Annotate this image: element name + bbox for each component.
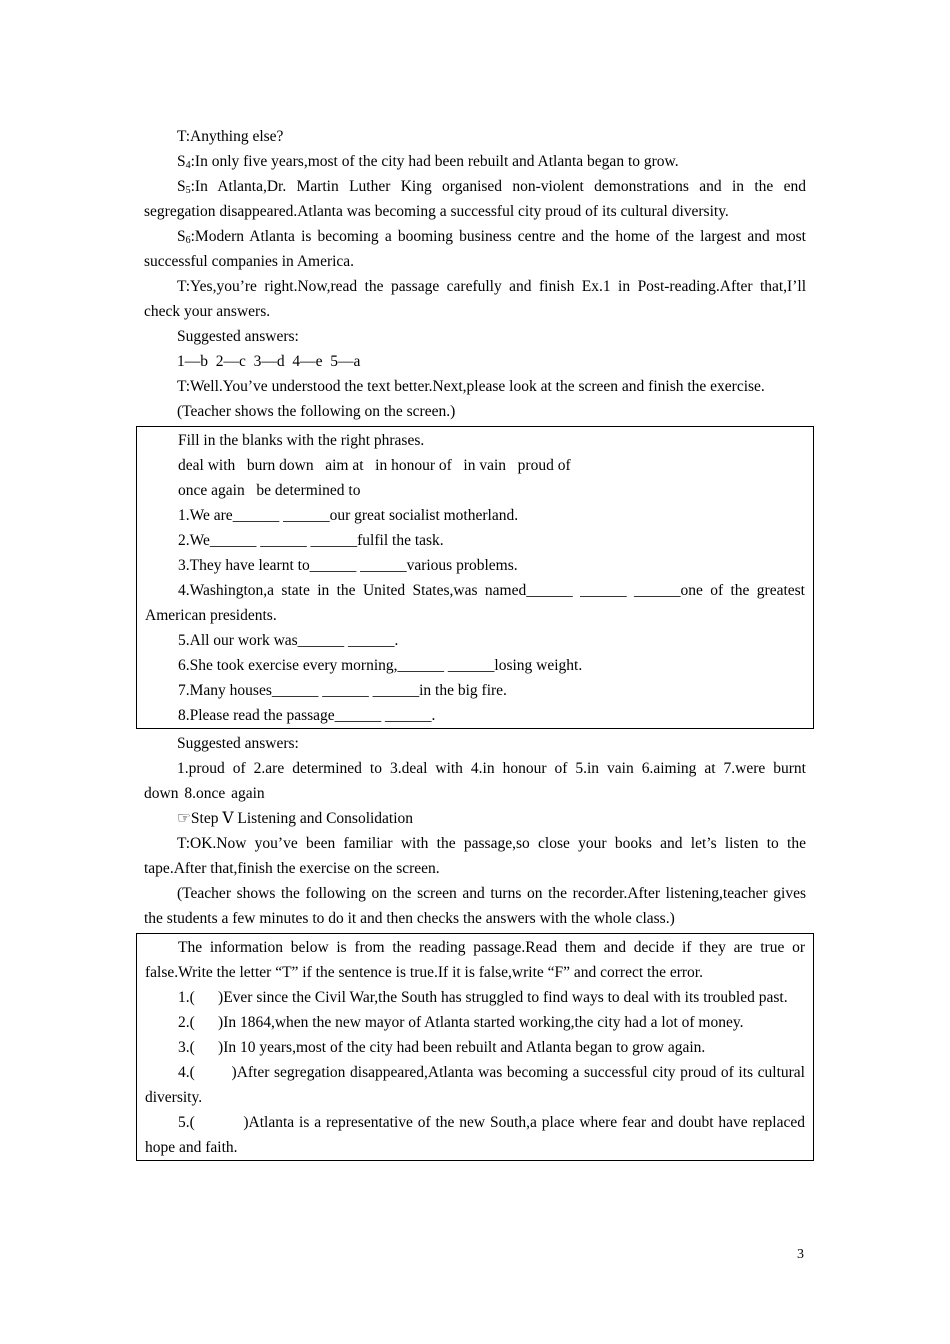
exercise-item: 8.Please read the passage______ ______.: [178, 707, 436, 724]
exercise-box-true-false: [136, 933, 814, 1161]
exercise-item: 3.They have learnt to______ ______various problems.: [178, 557, 518, 574]
exercise-item: 3.( )In 10 years,most of the city had been rebuilt and Atlanta began to grow again.: [178, 1039, 706, 1056]
exercise-item: 4.Washington,a state in the United States,was named______ ______ ______one of the greatest American presidents.: [145, 582, 805, 624]
stage-direction: (Teacher shows the following on the screen.): [177, 403, 456, 420]
page-number: 3: [797, 1247, 804, 1262]
phrase-bank: once again be determined to: [178, 482, 361, 499]
dialogue-line: $S_6:Modern$ Atlanta is becoming a booming business centre and the home of the largest and most successful companies in America.: [144, 228, 806, 270]
dialogue-line: $S_4:In$ only five years,most of the city had been rebuilt and Atlanta began to grow.: [177, 153, 679, 171]
exercise-item: 4.( )After segregation disappeared,Atlanta was becoming a successful city proud of its cultural diversity.: [145, 1064, 809, 1106]
dialogue-line: T:Anything else?: [177, 128, 284, 145]
exercise-item: 1.( )Ever since the Civil War,the South has struggled to find ways to deal with its troubled past.: [178, 989, 788, 1006]
dialogue-line: $S_5:In$ Atlanta,Dr. Martin Luther King organised non-violent demonstrations and in the end segregation disappeared.Atlanta was becoming a successful city proud of its cultural diversity.: [144, 178, 806, 220]
exercise-item: 2.( )In 1864,when the new mayor of Atlanta started working,the city had a lot of money.: [178, 1014, 744, 1031]
step-heading: ☞Step Ⅴ Listening and Consolidation: [177, 810, 414, 827]
answers-key: 1—b 2—c 3—d 4—e 5—a: [177, 353, 361, 370]
exercise-item: 2.We______ ______ ______fulfil the task.: [178, 532, 444, 549]
answers-label: Suggested answers:: [177, 328, 299, 345]
dialogue-line: T:Yes,you’re right.Now,read the passage carefully and finish Ex.1 in Post-reading.After that,I’ll check your answers.: [144, 278, 806, 320]
document-body: [144, 124, 809, 1163]
stage-direction: (Teacher shows the following on the screen and turns on the recorder.After listening,teacher gives the students a few minutes to do it and then checks the answers with the whole class.): [144, 885, 806, 927]
answers-key: 1.proud of 2.are determined to 3.deal with 4.in honour of 5.in vain 6.aiming at 7.were burnt down 8.once again: [144, 760, 806, 802]
exercise-item: 5.( )Atlanta is a representative of the new South,a place where fear and doubt have replaced hope and faith.: [145, 1114, 809, 1156]
exercise-item: 7.Many houses______ ______ ______in the big fire.: [178, 682, 507, 699]
teacher-line: T:Well.You’ve understood the text better.Next,please look at the screen and finish the exercise.: [177, 378, 765, 395]
exercise-instruction: Fill in the blanks with the right phrases.: [178, 432, 425, 449]
exercise-box-fill-blanks: [136, 426, 814, 729]
exercise-item: 1.We are______ ______our great socialist motherland.: [178, 507, 519, 524]
phrase-bank: deal with burn down aim at in honour of in vain proud of: [178, 457, 571, 474]
exercise-item: 5.All our work was______ ______.: [178, 632, 399, 649]
exercise-item: 6.She took exercise every morning,______ ______losing weight.: [178, 657, 583, 674]
teacher-line: T:OK.Now you’ve been familiar with the passage,so close your books and let’s listen to the tape.After that,finish the exercise on the screen.: [144, 835, 806, 877]
exercise-instruction: The information below is from the reading passage.Read them and decide if they are true or false.Write the letter “T” if the sentence is true.If it is false,write “F” and correct the error.: [145, 939, 805, 981]
answers-label: Suggested answers:: [177, 735, 299, 752]
